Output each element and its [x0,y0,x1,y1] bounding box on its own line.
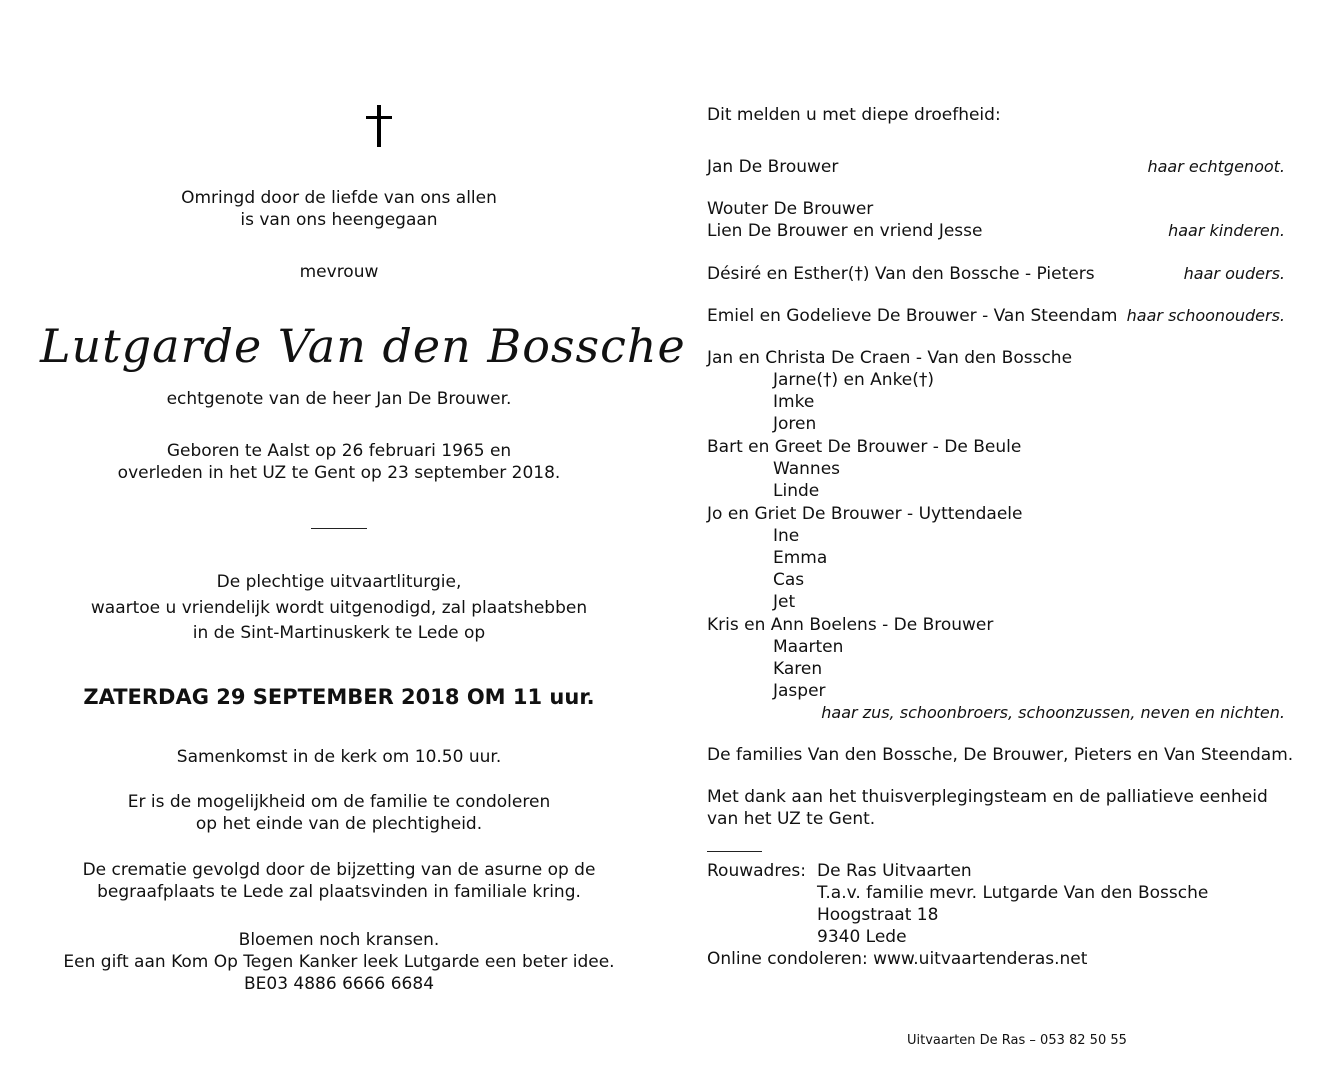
spouse-line: echtgenote van de heer Jan De Brouwer. [166,389,512,409]
liturgy-line-3: in de Sint-Martinuskerk te Lede op [192,623,486,643]
thanks-line-1: Met dank aan het thuisverplegingsteam en de palliatieve eenheid [707,787,1268,807]
intro-line-2: is van ons heengegaan [240,210,438,230]
family-member: Jet [773,592,796,612]
announcement-heading: Dit melden u met diepe droefheid: [707,105,1001,125]
address-line: Hoogstraat 18 [817,905,939,925]
funeral-home-footer: Uitvaarten De Ras – 053 82 50 55 [907,1033,1127,1048]
inlaws-relation: haar schoonouders. [1126,306,1285,325]
address-line: De Ras Uitvaarten [817,861,972,881]
family-member: Wannes [773,459,841,479]
liturgy-line-1: De plechtige uitvaartliturgie, [216,572,462,592]
inlaws-names: Emiel en Godelieve De Brouwer - Van Steendam [707,306,1118,326]
family-member: Jarne(†) en Anke(†) [773,370,935,390]
death-line: overleden in het UZ te Gent op 23 september 2018. [117,463,561,483]
family-member: Imke [773,392,815,412]
parents-relation: haar ouders. [1183,264,1285,283]
family-member: Bart en Greet De Brouwer - De Beule [707,437,1022,457]
family-member: Kris en Ann Boelens - De Brouwer [707,615,994,635]
family-member: Jo en Griet De Brouwer - Uyttendaele [707,504,1023,524]
family-member: Maarten [773,637,844,657]
child-name: Wouter De Brouwer [707,199,874,219]
intro-line-1: Omringd door de liefde van ons allen [181,188,497,208]
husband-name: Jan De Brouwer [707,157,839,177]
condolence-line-2: op het einde van de plechtigheid. [195,814,483,834]
condolence-line-1: Er is de mogelijkheid om de familie te condoleren [127,792,551,812]
address-line: T.a.v. familie mevr. Lutgarde Van den Bossche [817,883,1209,903]
family-member: Karen [773,659,823,679]
address-label: Rouwadres: [707,861,806,881]
children-relation: haar kinderen. [1168,221,1285,240]
gathering-line: Samenkomst in de kerk om 10.50 uur. [176,747,502,767]
family-member: Jasper [773,681,826,701]
child-name: Lien De Brouwer en vriend Jesse [707,221,983,241]
deceased-name: Lutgarde Van den Bossche [40,319,686,373]
divider [311,528,367,529]
funeral-date: ZATERDAG 29 SEPTEMBER 2018 OM 11 uur. [83,685,595,709]
thanks-line-2: van het UZ te Gent. [707,809,876,829]
divider [707,851,762,852]
family-member: Joren [773,414,817,434]
online-condolence: Online condoleren: www.uitvaartenderas.net [707,949,1088,969]
birth-line: Geboren te Aalst op 26 februari 1965 en [166,441,512,461]
parents-names: Désiré en Esther(†) Van den Bossche - Pieters [707,264,1095,284]
cremation-line-1: De crematie gevolgd door de bijzetting van de asurne op de [82,860,596,880]
cremation-line-2: begraafplaats te Lede zal plaatsvinden in familiale kring. [97,882,581,902]
family-relation: haar zus, schoonbroers, schoonzussen, neven en nichten. [821,703,1285,722]
family-member: Jan en Christa De Craen - Van den Bossche [707,348,1073,368]
family-member: Ine [773,526,800,546]
family-member: Emma [773,548,828,568]
husband-relation: haar echtgenoot. [1147,157,1285,176]
liturgy-line-2: waartoe u vriendelijk wordt uitgenodigd, zal plaatshebben [90,598,588,618]
address-line: 9340 Lede [817,927,907,947]
gift-line: Een gift aan Kom Op Tegen Kanker leek Lutgarde een beter idee. [63,952,615,972]
family-member: Linde [773,481,820,501]
families-line: De families Van den Bossche, De Brouwer, Pieters en Van Steendam. [707,745,1294,765]
flowers-line: Bloemen noch kransen. [238,930,440,950]
honorific: mevrouw [299,262,379,282]
iban-line: BE03 4886 6666 6684 [243,974,435,994]
cross-icon [366,105,392,147]
family-member: Cas [773,570,805,590]
